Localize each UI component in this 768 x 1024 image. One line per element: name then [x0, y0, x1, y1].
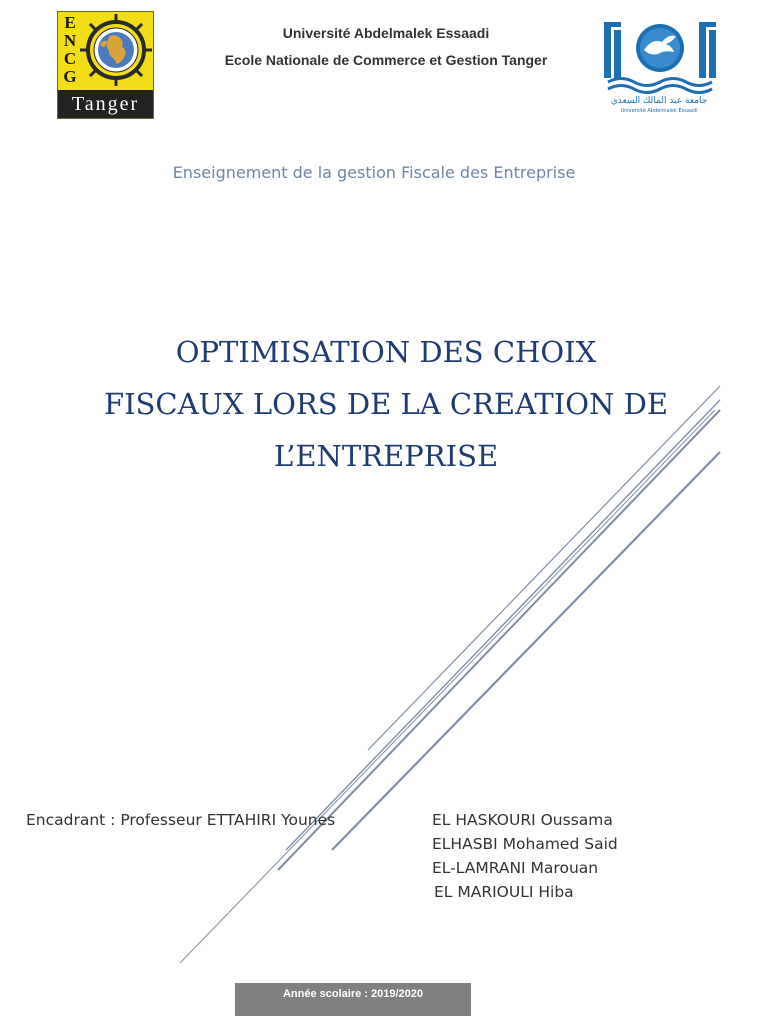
student-name: EL-LAMRANI Marouan [432, 859, 599, 877]
encg-logo [57, 11, 154, 119]
main-title-line-2: FISCAUX LORS DE LA CREATION DE [103, 387, 669, 421]
university-latin-name: Université Abdelmalek Essaadi [620, 108, 698, 114]
encg-letter-c: C [63, 49, 77, 68]
encg-city-band [58, 90, 153, 118]
student-name: ELHASBI Mohamed Said [432, 835, 618, 853]
encg-letters [61, 14, 79, 86]
encg-letter-e: E [64, 13, 76, 32]
academic-year-box [235, 983, 471, 1016]
course-title: Enseignement de la gestion Fiscale des Entreprise [172, 163, 576, 182]
student-name: EL MARIOULI Hiba [434, 883, 574, 901]
academic-year-label: Année scolaire : 2019/2020 [282, 988, 424, 1000]
school-name: Ecole Nationale de Commerce et Gestion Tanger [224, 52, 548, 68]
deco-line-5 [180, 410, 715, 963]
encg-city-label: Tanger [71, 92, 140, 115]
encg-letter-g: G [63, 67, 77, 86]
university-name: Université Abdelmalek Essaadi [282, 25, 490, 41]
main-title-line-3: L’ENTREPRISE [273, 439, 499, 473]
supervisor-line: Encadrant : Professeur ETTAHIRI Younes [26, 811, 336, 829]
deco-line-4 [332, 452, 720, 850]
encg-wheel-globe-icon [80, 14, 152, 86]
university-arabic-name: جامعة عبد المالك السعدي [610, 96, 708, 106]
student-name: EL HASKOURI Oussama [432, 811, 613, 829]
main-title-line-1: OPTIMISATION DES CHOIX [175, 335, 597, 369]
encg-letter-n: N [63, 31, 77, 50]
